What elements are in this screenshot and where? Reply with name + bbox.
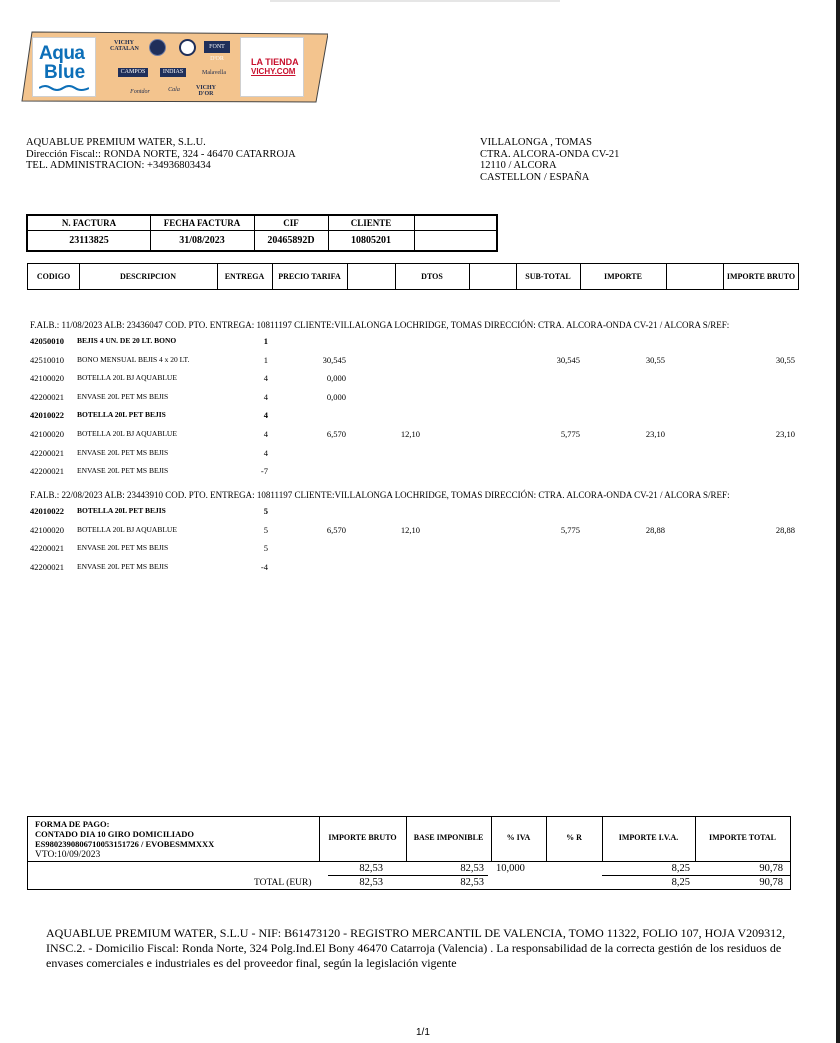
grand-total: 90,78 bbox=[759, 877, 783, 888]
grand-bruto: 82,53 bbox=[359, 877, 383, 888]
col-divider bbox=[469, 264, 470, 289]
line-item-sub: 30,545 bbox=[556, 354, 580, 365]
tot-base: 82,53 bbox=[460, 863, 484, 874]
cif-header: CIF bbox=[283, 218, 299, 228]
line-item-price: 0,000 bbox=[326, 373, 346, 384]
line-item-imp: 23,10 bbox=[645, 429, 665, 439]
line-item-qty: 4 bbox=[263, 410, 268, 421]
partner-logo-cala: Cala bbox=[168, 87, 180, 93]
line-item-code: 42100020 bbox=[30, 524, 64, 535]
tot-bruto: 82,53 bbox=[359, 863, 383, 874]
line-item-desc: BOTELLA 20L BJ AQUABLUE bbox=[77, 373, 177, 383]
company-name: AQUABLUE PREMIUM WATER, S.L.U. bbox=[26, 137, 206, 148]
col-codigo: CODIGO bbox=[36, 272, 71, 281]
invoice-date: 31/08/2023 bbox=[179, 235, 225, 246]
line-item-desc: BONO MENSUAL BEJIS 4 x 20 LT. bbox=[77, 354, 190, 364]
company-fiscal-address: Dirección Fiscal:: RONDA NORTE, 324 - 46470 CATARROJA bbox=[26, 149, 296, 160]
line-item-qty: 4 bbox=[263, 447, 268, 458]
line-item-sub: 5,775 bbox=[560, 429, 580, 439]
line-item-desc: BOTELLA 20L PET BEJIS bbox=[77, 506, 166, 515]
payment-method: CONTADO DIA 10 GIRO DOMICILIADO bbox=[35, 829, 194, 839]
col-importe: IMPORTE bbox=[604, 272, 642, 281]
line-item-qty: 1 bbox=[263, 336, 268, 346]
line-item-code: 42510010 bbox=[30, 354, 64, 365]
col-divider bbox=[347, 264, 348, 289]
aquablue-logo bbox=[32, 37, 96, 97]
line-item-price: 30,545 bbox=[322, 354, 346, 365]
line-item-desc: BEJIS 4 UN. DE 20 LT. BONO bbox=[77, 336, 177, 345]
customer-address: CTRA. ALCORA-ONDA CV-21 bbox=[480, 149, 620, 160]
tot-h-bruto: IMPORTE BRUTO bbox=[328, 833, 397, 842]
line-item-dto: 12,10 bbox=[400, 429, 420, 439]
line-item-qty: -7 bbox=[260, 466, 268, 477]
col-precio-tarifa: PRECIO TARIFA bbox=[278, 272, 341, 281]
tienda-logo-line2: VICHY.COM bbox=[251, 67, 296, 76]
partner-logo-fontdor: FONT D'OR bbox=[204, 41, 230, 53]
line-item-code: 42200021 bbox=[30, 391, 64, 402]
tot-h-imp-iva: IMPORTE I.V.A. bbox=[618, 833, 679, 842]
aquablue-logo-line2: Blue bbox=[44, 62, 86, 83]
partner-seal-mondariz-icon bbox=[179, 39, 196, 56]
info-divider bbox=[28, 230, 496, 231]
line-item-qty: 4 bbox=[263, 373, 268, 384]
tot-hdivider bbox=[28, 861, 790, 862]
line-item-bruto: 30,55 bbox=[775, 354, 795, 365]
invoice-number: 23113825 bbox=[69, 235, 109, 246]
line-item-dto: 12,10 bbox=[400, 524, 420, 535]
line-item-qty: 5 bbox=[263, 543, 268, 554]
line-item-desc: BOTELLA 20L BJ AQUABLUE bbox=[77, 524, 177, 534]
line-item-sub: 5,775 bbox=[560, 524, 580, 535]
col-subtotal: SUB-TOTAL bbox=[525, 272, 571, 281]
line-item-code: 42010022 bbox=[30, 506, 64, 516]
line-item-bruto: 23,10 bbox=[775, 429, 795, 439]
grand-base: 82,53 bbox=[460, 877, 484, 888]
line-item-desc: ENVASE 20L PET MS BEJIS bbox=[77, 391, 169, 401]
col-importe-bruto: IMPORTE BRUTO bbox=[726, 272, 796, 281]
tienda-logo-line1: LA TIENDA bbox=[251, 57, 299, 67]
customer-name: VILLALONGA , TOMAS bbox=[480, 137, 592, 148]
la-tienda-vichy-logo bbox=[240, 37, 304, 97]
line-item-code: 42200021 bbox=[30, 543, 64, 554]
partner-logo-malavella: Malavella bbox=[202, 70, 226, 76]
line-item-desc: BOTELLA 20L BJ AQUABLUE bbox=[77, 429, 177, 438]
line-items-header bbox=[27, 263, 799, 290]
line-item-qty: 5 bbox=[263, 524, 268, 535]
tot-h-r: % R bbox=[566, 833, 582, 842]
payment-title: FORMA DE PAGO: bbox=[35, 819, 110, 829]
line-item-desc: ENVASE 20L PET MS BEJIS bbox=[77, 561, 169, 571]
line-item-code: 42010022 bbox=[30, 410, 64, 421]
line-item-code: 42100020 bbox=[30, 429, 64, 439]
info-col-divider bbox=[414, 216, 415, 250]
invoice-date-header: FECHA FACTURA bbox=[163, 218, 241, 228]
partner-logo-vichy-dor: VICHY D'OR bbox=[195, 85, 216, 97]
total-label: TOTAL (EUR) bbox=[254, 878, 312, 888]
col-divider bbox=[666, 264, 667, 289]
line-item-code: 42100020 bbox=[30, 373, 64, 384]
line-item-price: 0,000 bbox=[326, 391, 346, 402]
tot-h-total: IMPORTE TOTAL bbox=[708, 833, 777, 842]
partner-logo-fontdor-2: Fontdor bbox=[130, 89, 150, 95]
customer-region: CASTELLON / ESPAÑA bbox=[480, 172, 590, 183]
brand-banner bbox=[18, 31, 328, 103]
line-item-qty: 5 bbox=[263, 506, 268, 516]
grand-imp-iva: 8,25 bbox=[671, 877, 690, 888]
line-item-price: 6,570 bbox=[326, 524, 346, 535]
invoice-number-header: N. FACTURA bbox=[61, 218, 117, 228]
line-item-desc: ENVASE 20L PET MS BEJIS bbox=[77, 543, 169, 553]
cif-value: 20465892D bbox=[267, 235, 315, 246]
customer-city: 12110 / ALCORA bbox=[480, 160, 557, 171]
line-item-code: 42200021 bbox=[30, 447, 64, 458]
partner-logo-campos: CAMPOS bbox=[118, 68, 148, 77]
line-item-code: 42050010 bbox=[30, 336, 64, 346]
legal-notice: AQUABLUE PREMIUM WATER, S.L.U - NIF: B61473120 - REGISTRO MERCANTIL DE VALENCIA, TOMO 11322, FOLIO 107, HOJA V209312, INSC.2. - Domicilio Fiscal: Ronda Norte, 324 Polg.Ind.El Bony 46470 Catarroja (Valencia) . La responsabilidad de la correcta gestión de los residuos de envases comerciales e industriales es del proveedor final, según la legislación vigente bbox=[46, 926, 786, 970]
delivery-header-1: F.ALB.: 11/08/2023 ALB: 23436047 COD. PTO. ENTREGA: 10811197 CLIENTE:VILLALONGA LOCHRIDGE, TOMAS DIRECCIÓN: CTRA. ALCORA-ONDA CV-21 / ALCORA S/REF: bbox=[30, 320, 730, 330]
client-header: CLIENTE bbox=[350, 218, 392, 228]
line-item-code: 42200021 bbox=[30, 561, 64, 572]
line-item-qty: -4 bbox=[260, 561, 268, 572]
tot-iva: 10,000 bbox=[496, 863, 525, 874]
partner-seal-aviva-icon bbox=[149, 39, 166, 56]
partner-logo-vichy-catalan: VICHY CATALAN bbox=[110, 40, 139, 52]
tot-total: 90,78 bbox=[759, 863, 783, 874]
line-item-imp: 30,55 bbox=[645, 354, 665, 365]
line-item-price: 6,570 bbox=[326, 429, 346, 439]
tot-h-base: BASE IMPONIBLE bbox=[413, 833, 484, 842]
partner-logo-indias: INDIAS bbox=[160, 68, 186, 77]
page-number: 1/1 bbox=[416, 1027, 430, 1038]
line-item-bruto: 28,88 bbox=[775, 524, 795, 535]
top-edge bbox=[270, 0, 560, 2]
viewer-right-edge bbox=[836, 0, 840, 1043]
line-item-desc: ENVASE 20L PET MS BEJIS bbox=[77, 447, 169, 457]
col-descripcion: DESCRIPCION bbox=[119, 272, 176, 281]
line-item-qty: 1 bbox=[263, 354, 268, 365]
line-item-imp: 28,88 bbox=[645, 524, 665, 535]
aquablue-logo-line1: Aqua bbox=[39, 43, 85, 64]
payment-due-date: VTO:10/09/2023 bbox=[35, 850, 101, 860]
invoice-info-table bbox=[26, 214, 498, 252]
line-item-desc: ENVASE 20L PET MS BEJIS bbox=[77, 466, 169, 476]
wave-icon bbox=[39, 84, 89, 92]
line-item-code: 42200021 bbox=[30, 466, 64, 477]
totals-box bbox=[27, 816, 791, 890]
delivery-header-2: F.ALB.: 22/08/2023 ALB: 23443910 COD. PTO. ENTREGA: 10811197 CLIENTE:VILLALONGA LOCHRIDGE, TOMAS DIRECCIÓN: CTRA. ALCORA-ONDA CV-21 / ALCORA S/REF: bbox=[30, 490, 730, 500]
col-dtos: DTOS bbox=[421, 272, 443, 281]
col-entrega: ENTREGA bbox=[224, 272, 265, 281]
payment-iban: ES9802390806710053151726 / EVOBESMMXXX bbox=[35, 839, 215, 849]
client-number: 10805201 bbox=[351, 235, 391, 246]
line-item-qty: 4 bbox=[263, 391, 268, 402]
line-item-desc: BOTELLA 20L PET BEJIS bbox=[77, 410, 166, 420]
company-phone: TEL. ADMINISTRACION: +34936803434 bbox=[26, 160, 211, 171]
line-item-qty: 4 bbox=[263, 429, 268, 439]
tot-h-iva: % IVA bbox=[506, 833, 531, 842]
tot-underline bbox=[602, 875, 790, 876]
tot-imp-iva: 8,25 bbox=[671, 863, 690, 874]
tot-underline bbox=[328, 875, 488, 876]
